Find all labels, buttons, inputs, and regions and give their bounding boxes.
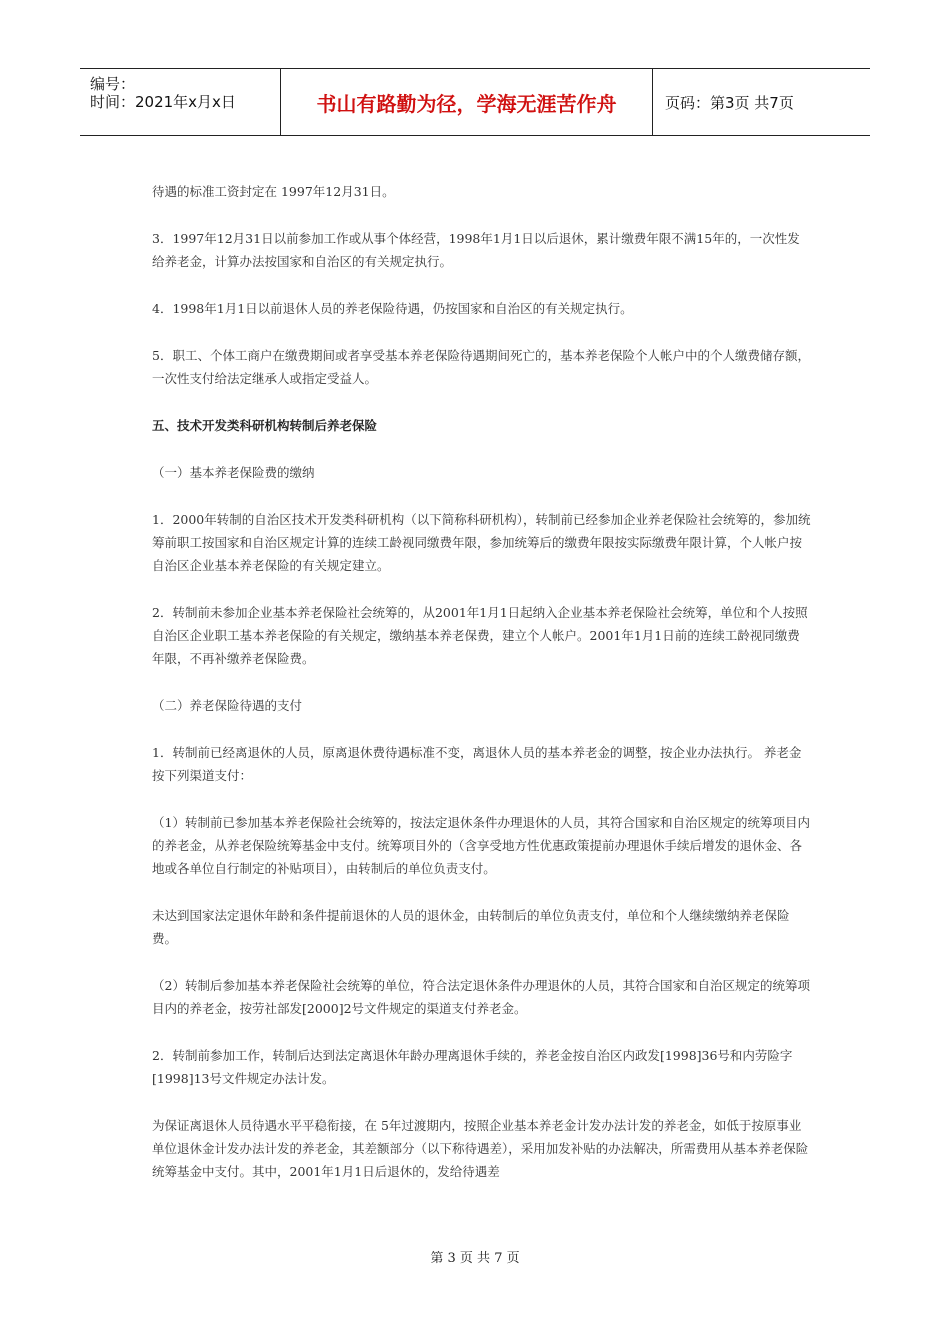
subsection-heading: （一）基本养老保险费的缴纳	[152, 465, 315, 480]
paragraph: 4．1998年1月1日以前退休人员的养老保险待遇，仍按国家和自治区的有关规定执行。	[152, 301, 633, 316]
paragraph: （1）转制前已参加基本养老保险社会统筹的，按法定退休条件办理退休的人员，其符合国家和自治区规定的统筹项目内的养老金，从养老保险统筹基金中支付。统筹项目外的（含享受地方性优惠政策提前办理退休手续后增发的退休金、各地或各单位自行制定的补贴项目），由转制后的单位负责支付。	[152, 815, 810, 876]
section-heading: 五、技术开发类科研机构转制后养老保险	[152, 418, 378, 433]
paragraph: 待遇的标准工资封定在 1997年12月31日。	[152, 184, 395, 199]
header-meta	[80, 69, 281, 135]
paragraph: 3．1997年12月31日以前参加工作或从事个体经营，1998年1月1日以后退休，累计缴费年限不满15年的，一次性发给养老金，计算办法按国家和自治区的有关规定执行。	[152, 231, 800, 269]
page-header	[80, 68, 870, 136]
header-motto: 书山有路勤为径，学海无涯苦作舟	[281, 69, 653, 135]
paragraph: 2．转制前参加工作，转制后达到法定离退休年龄办理离退休手续的，养老金按自治区内政发[1998]36号和内劳险字[1998]13号文件规定办法计发。	[152, 1048, 793, 1086]
paragraph: 1．转制前已经离退休的人员，原离退休费待遇标准不变，离退休人员的基本养老金的调整，按企业办法执行。 养老金按下列渠道支付：	[152, 745, 802, 783]
subsection-heading: （二）养老保险待遇的支付	[152, 698, 303, 713]
document-number: 编号：	[90, 75, 136, 93]
paragraph: 2．转制前未参加企业基本养老保险社会统筹的，从2001年1月1日起纳入企业基本养老保险社会统筹，单位和个人按照自治区企业职工基本养老保险的有关规定，缴纳基本养老保费，建立个人帐户。2001年1月1日前的连续工龄视同缴费年限，不再补缴养老保险费。	[152, 605, 808, 666]
paragraph: 为保证离退休人员待遇水平平稳衔接，在 5年过渡期内，按照企业基本养老金计发办法计发的养老金，如低于按原事业单位退休金计发办法计发的养老金，其差额部分（以下称待遇差），采用加发补贴的办法解决，所需费用从基本养老保险统筹基金中支付。其中，2001年1月1日后退休的，发给待遇差	[152, 1118, 809, 1179]
document-body	[152, 180, 812, 1207]
paragraph: （2）转制后参加基本养老保险社会统筹的单位，符合法定退休条件办理退休的人员，其符合国家和自治区规定的统筹项目内的养老金，按劳社部发[2000]2号文件规定的渠道支付养老金。	[152, 978, 810, 1016]
paragraph: 1．2000年转制的自治区技术开发类科研机构（以下简称科研机构），转制前已经参加企业养老保险社会统筹的，参加统筹前职工按国家和自治区规定计算的连续工龄视同缴费年限，参加统筹后的缴费年限按实际缴费年限计算，个人帐户按自治区企业基本养老保险的有关规定建立。	[152, 512, 811, 573]
paragraph: 未达到国家法定退休年龄和条件提前退休的人员的退休金，由转制后的单位负责支付，单位和个人继续缴纳养老保险费。	[152, 908, 790, 946]
page-footer: 第 3 页 共 7 页	[430, 1251, 520, 1266]
header-page-info: 页码：第3页 共7页	[665, 93, 794, 112]
document-time: 时间：2021年x月x日	[90, 93, 236, 111]
paragraph: 5．职工、个体工商户在缴费期间或者享受基本养老保险待遇期间死亡的，基本养老保险个人帐户中的个人缴费储存额，一次性支付给法定继承人或指定受益人。	[152, 348, 810, 386]
